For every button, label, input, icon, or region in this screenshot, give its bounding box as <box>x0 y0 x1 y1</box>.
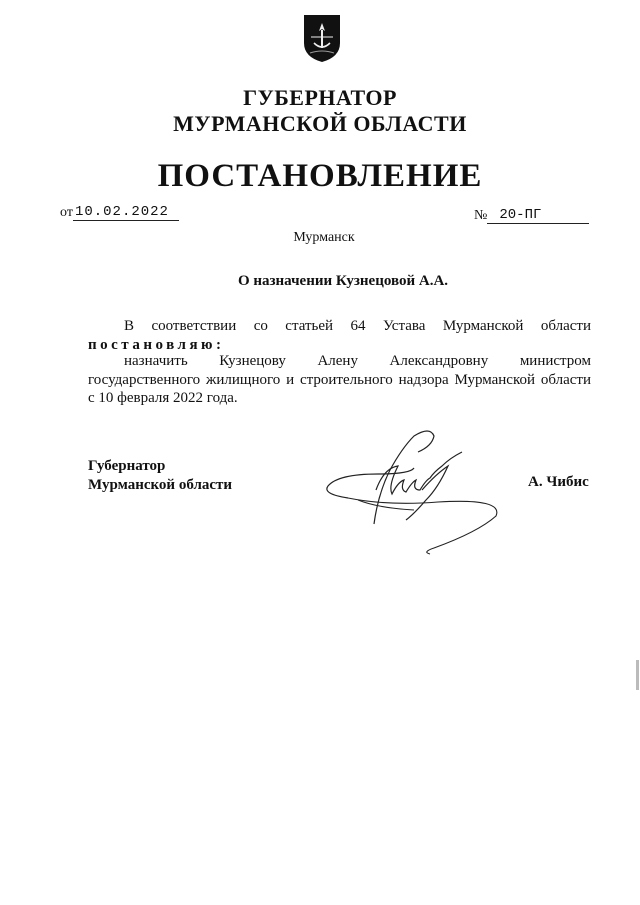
coat-of-arms-emblem <box>302 13 342 63</box>
body-line-3 <box>88 352 591 371</box>
body-line-2: постановляю: <box>88 337 225 353</box>
region-title: МУРМАНСКОЙ ОБЛАСТИ <box>173 111 467 136</box>
date-value: 10.02.2022 <box>73 205 179 221</box>
body-line-1 <box>88 317 591 336</box>
document-type-heading: ПОСТАНОВЛЕНИЕ <box>157 158 483 194</box>
handwritten-signature <box>318 428 508 558</box>
body-line-4: государственного жилищного и строительного надзора Мурманской области <box>88 372 591 388</box>
number-field <box>474 208 589 224</box>
date-field <box>60 205 179 221</box>
document-subject: О назначении Кузнецовой А.А. <box>237 273 449 289</box>
scan-edge-artifact <box>636 660 639 690</box>
governor-title: ГУБЕРНАТОР <box>243 85 397 110</box>
signatory-position-line-1: Губернатор <box>88 458 166 474</box>
signatory-name: А. Чибис <box>528 474 589 490</box>
body-line-5: с 10 февраля 2022 года. <box>88 390 238 406</box>
body-text-1: В соответствии со статьей 64 Устава Мурманской области <box>124 318 591 334</box>
number-prefix: № <box>474 208 488 223</box>
number-value: 20-ПГ <box>487 208 589 224</box>
signatory-position <box>88 457 232 495</box>
date-prefix: от <box>60 205 73 220</box>
signatory-position-line-2: Мурманской области <box>88 477 233 493</box>
body-text-3: назначить Кузнецову Алену Александровну министром <box>124 353 591 369</box>
city-label: Мурманск <box>293 230 355 245</box>
